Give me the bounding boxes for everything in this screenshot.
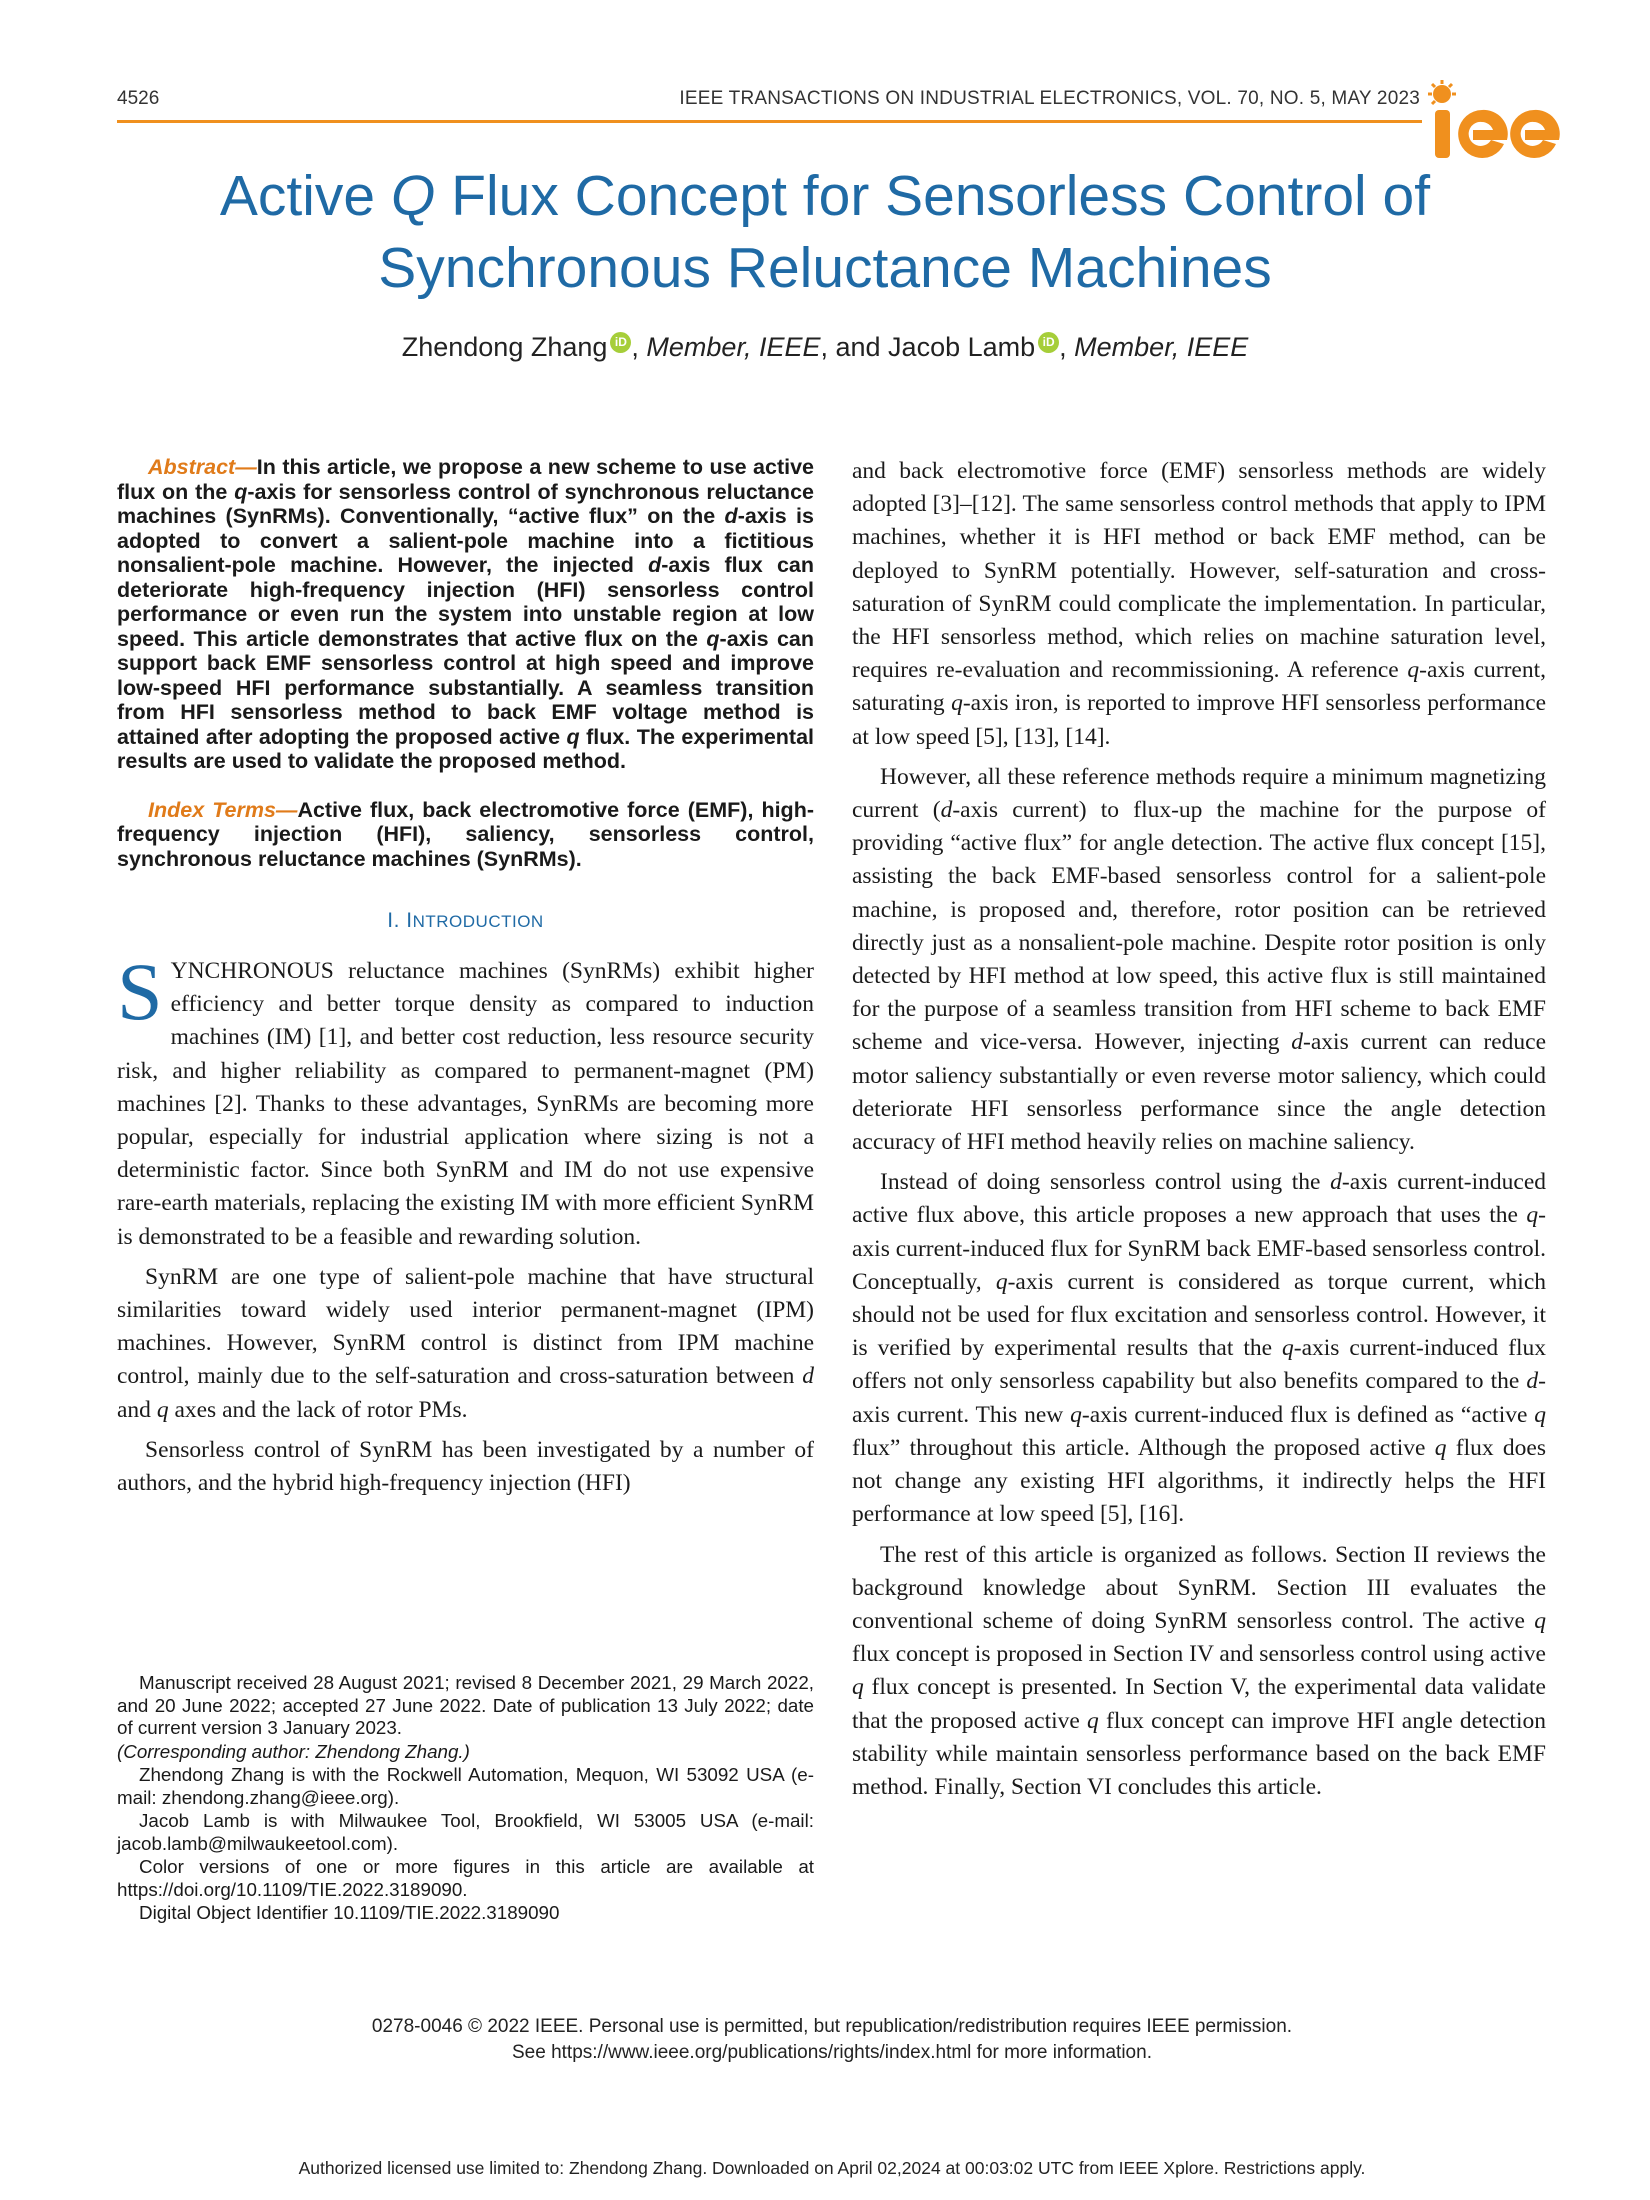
math-symbol: d [1330, 1169, 1342, 1196]
math-symbol: q [852, 1674, 864, 1701]
section-heading-rest: NTRODUCTION [412, 912, 544, 931]
paragraph-text: The rest of this article is organized as follows. Section II reviews the background knowledge about SynRM. Section III evaluates the conventional scheme of doing SynRM sensorless control. The active [852, 1541, 1546, 1634]
paragraph-text: -axis current can reduce motor saliency substantially or even reverse motor saliency, which could deteriorate HFI sensorless performance since the angle detection accuracy of HFI method heavily relies on machine saliency. [852, 1029, 1547, 1156]
math-symbol: q [1070, 1401, 1082, 1428]
math-symbol: d [802, 1363, 814, 1390]
abstract-symbol: q [566, 724, 580, 749]
title-q: Q [390, 164, 436, 228]
license-notice: Authorized licensed use limited to: Zhendong Zhang. Downloaded on April 02,2024 at 00:03:02 UTC from IEEE Xplore. Restrictions apply. [298, 2158, 1366, 2178]
paragraph-text: -axis current) to flux-up the machine for the purpose of providing “active flux” for angle detection. The active flux concept [15], assisting the back EMF-based sensorless control for a salient-pole machine, is proposed and, therefore, rotor position can be retrieved directly just as a nonsalient-pole machine. Despite rotor position is only detected by HFI method at low speed, this active flux is still maintained for the purpose of a seamless transition from HFI scheme to back EMF scheme and vice-versa. However, injecting [852, 797, 1547, 1056]
copyright-notice [117, 2014, 1547, 2066]
index-terms [117, 798, 814, 872]
abstract-symbol: q [706, 626, 720, 651]
abstract-text: -axis for sensorless control of synchronous reluctance machines (SynRMs). Conventionally, “active flux” on the [117, 479, 814, 528]
abstract-symbol: d [648, 553, 662, 577]
right-column [852, 455, 1546, 1811]
intro-paragraph-6 [852, 1166, 1546, 1531]
ieee-logo [1420, 80, 1570, 168]
drop-cap: S [117, 946, 163, 1037]
math-symbol: d [1526, 1368, 1539, 1395]
math-symbol: q [995, 1268, 1008, 1295]
abstract-symbol: q [234, 479, 248, 504]
paragraph-text: -axis current, saturating [852, 657, 1546, 717]
paragraph-text: -axis current. This new [852, 1368, 1546, 1428]
footnote-author-1: Zhendong Zhang is with the Rockwell Automation, Mequon, WI 53092 USA (e-mail: zhendong.zhang@ieee.org). [117, 1764, 814, 1808]
page-number: 4526 [117, 88, 160, 109]
copyright-line-2: See https://www.ieee.org/publications/rights/index.html for more information. [512, 2042, 1152, 2063]
footnote-doi: Digital Object Identifier 10.1109/TIE.2022.3189090 [139, 1902, 560, 1923]
footnote-author-2: Jacob Lamb is with Milwaukee Tool, Brookfield, WI 53005 USA (e-mail: jacob.lamb@milwaukeetool.com). [117, 1810, 814, 1854]
paragraph-text: -axis current-induced active flux above, this article proposes a new approach that uses the [852, 1169, 1546, 1229]
paragraph-text: flux” throughout this article. Although the proposed active [852, 1434, 1435, 1461]
math-symbol: q [951, 690, 963, 717]
title-part2: Flux Concept for Sensorless Control of [435, 164, 1431, 228]
abstract-symbol: d [724, 504, 738, 528]
abstract-label: Abstract— [148, 455, 257, 479]
paragraph-text: flux concept can improve HFI angle detection stability while maintain sensorless performance based on the back EMF method. Finally, Section VI concludes this article. [852, 1707, 1546, 1800]
footnote-received: Manuscript received 28 August 2021; revised 8 December 2021, 29 March 2022, and 20 June 2022; accepted 27 June 2022. Date of publication 13 July 2022; date of current version 3 January 2023. [117, 1672, 814, 1738]
index-terms-label: Index Terms— [148, 797, 298, 822]
abstract-text: -axis is adopted to convert a salient-pole machine into a fictitious nonsalient-pole machine. However, the injected [117, 504, 814, 577]
author-separator: , [1059, 332, 1075, 362]
math-symbol: q [1434, 1434, 1447, 1461]
intro-paragraph-5 [852, 761, 1546, 1159]
paragraph-text: SynRM are one type of salient-pole machine that have structural similarities toward widely used interior permanent-magnet (IPM) machines. However, SynRM control is distinct from IPM machine control, mainly due to the self-saturation and cross-saturation between [117, 1263, 814, 1390]
math-symbol: q [1407, 657, 1420, 684]
math-symbol: d [940, 797, 953, 824]
ieee-logo-graphic [1420, 80, 1570, 168]
abstract-text: In this article, we propose a new scheme to use active flux on the [117, 455, 814, 504]
index-terms-text: Active flux, back electromotive force (EMF), high-frequency injection (HFI), saliency, sensorless control, synchronous reluctance machines (SynRMs). [117, 797, 814, 871]
title-part1: Active [219, 164, 391, 228]
paragraph-text: flux concept is proposed in Section IV and sensorless control using active [852, 1641, 1546, 1668]
copyright-line-1: 0278-0046 © 2022 IEEE. Personal use is permitted, but republication/redistribution requires IEEE permission. [371, 2016, 1293, 2037]
abstract-text: -axis flux can deteriorate high-frequency injection (HFI) sensorless control performance or even run the system into unstable region at low speed. This article demonstrates that active flux on the [117, 553, 814, 651]
paper-title [110, 160, 1540, 304]
paragraph-text: -axis current-induced flux is defined as “active [1081, 1401, 1535, 1428]
author-2-membership: Member, IEEE [1074, 332, 1249, 362]
paragraph-text: and back electromotive force (EMF) sensorless methods are widely adopted [3]–[12]. The same sensorless control methods that apply to IPM machines, whether it is HFI method or back EMF method, can be deployed to SynRM potentially. However, self-saturation and cross-saturation of SynRM could complicate the implementation. In particular, the HFI sensorless method, which relies on machine saturation level, requires re-evaluation and recommissioning. A reference [852, 458, 1546, 684]
title-line2: Synchronous Reluctance Machines [378, 236, 1272, 300]
intro-paragraph-7 [852, 1539, 1546, 1805]
journal-header: IEEE TRANSACTIONS ON INDUSTRIAL ELECTRONICS, VOL. 70, NO. 5, MAY 2023 [679, 88, 1420, 109]
paragraph-text: flux does not change any existing HFI algorithms, it indirectly helps the HFI performance at low speed [5], [16]. [852, 1434, 1546, 1528]
author-2-name: , and Jacob Lamb [820, 332, 1036, 362]
paragraph-text: flux concept is presented. In Section V, the experimental data validate that the proposed active [852, 1674, 1546, 1734]
footnote-color: Color versions of one or more figures in this article are available at https://doi.org/10.1109/TIE.2022.3189090. [117, 1856, 814, 1900]
author-1-name: Zhendong Zhang [401, 332, 608, 362]
footnote-corresponding: (Corresponding author: Zhendong Zhang.) [117, 1740, 470, 1762]
orcid-icon[interactable]: iD [1038, 332, 1059, 353]
footnotes [117, 1672, 814, 1926]
author-1-membership: Member, IEEE [646, 332, 821, 362]
abstract [117, 455, 814, 774]
abstract-text: -axis can support back EMF sensorless control at high speed and improve low-speed HFI performance substantially. A seamless transition from HFI sensorless method to back EMF voltage method is attained after adopting the proposed active [117, 626, 815, 749]
math-symbol: q [156, 1396, 169, 1423]
author-separator: , [631, 332, 647, 362]
section-heading-start: I. I [387, 909, 413, 932]
paragraph-text: Instead of doing sensorless control using the [880, 1169, 1331, 1196]
paragraph-text: and [117, 1396, 157, 1423]
paragraph-text: -axis current is considered as torque current, which should not be used for flux excitation and sensorless control. However, it is verified by experimental results that the [852, 1268, 1546, 1362]
math-symbol: q [1526, 1202, 1539, 1229]
math-symbol: q [1534, 1607, 1546, 1634]
math-symbol: q [1087, 1707, 1099, 1734]
intro-paragraph-1 [117, 946, 814, 1254]
math-symbol: q [1534, 1401, 1546, 1428]
intro-paragraph-3: Sensorless control of SynRM has been investigated by a number of authors, and the hybrid high-frequency injection (HFI) [117, 1436, 814, 1497]
paragraph-text: -axis current-induced flux offers not only sensorless capability but also benefits compared to the [852, 1335, 1546, 1395]
header-rule [117, 120, 1422, 123]
intro-paragraph-4 [852, 455, 1546, 754]
paragraph-text: YNCHRONOUS reluctance machines (SynRMs) exhibit higher efficiency and better torque density as compared to induction machines (IM) [1], and better cost reduction, less resource security risk, and higher reliability as compared to permanent-magnet (PM) machines [2]. Thanks to these advantages, SynRMs are becoming more popular, especially for industrial application where sizing is not a deterministic factor. Since both SynRM and IM do not use expensive rare-earth materials, replacing the existing IM with more efficient SynRM is demonstrated to be a feasible and rewarding solution. [117, 958, 814, 1250]
paragraph-text: axes and the lack of rotor PMs. [168, 1396, 468, 1423]
paragraph-text: However, all these reference methods require a minimum magnetizing current ( [852, 763, 1546, 824]
section-heading-introduction [117, 909, 814, 933]
paragraph-text: -axis iron, is reported to improve HFI sensorless performance at low speed [5], [13], [14]. [852, 690, 1546, 750]
math-symbol: d [1291, 1029, 1304, 1056]
paragraph-text: -axis current-induced flux for SynRM back EMF-based sensorless control. Conceptually, [852, 1202, 1546, 1295]
left-column [117, 455, 814, 1507]
abstract-text: flux. The experimental results are used to validate the proposed method. [117, 724, 814, 773]
orcid-icon[interactable]: iD [610, 332, 631, 353]
intro-paragraph-2 [117, 1261, 814, 1427]
math-symbol: q [1282, 1335, 1294, 1362]
author-line [110, 332, 1540, 363]
